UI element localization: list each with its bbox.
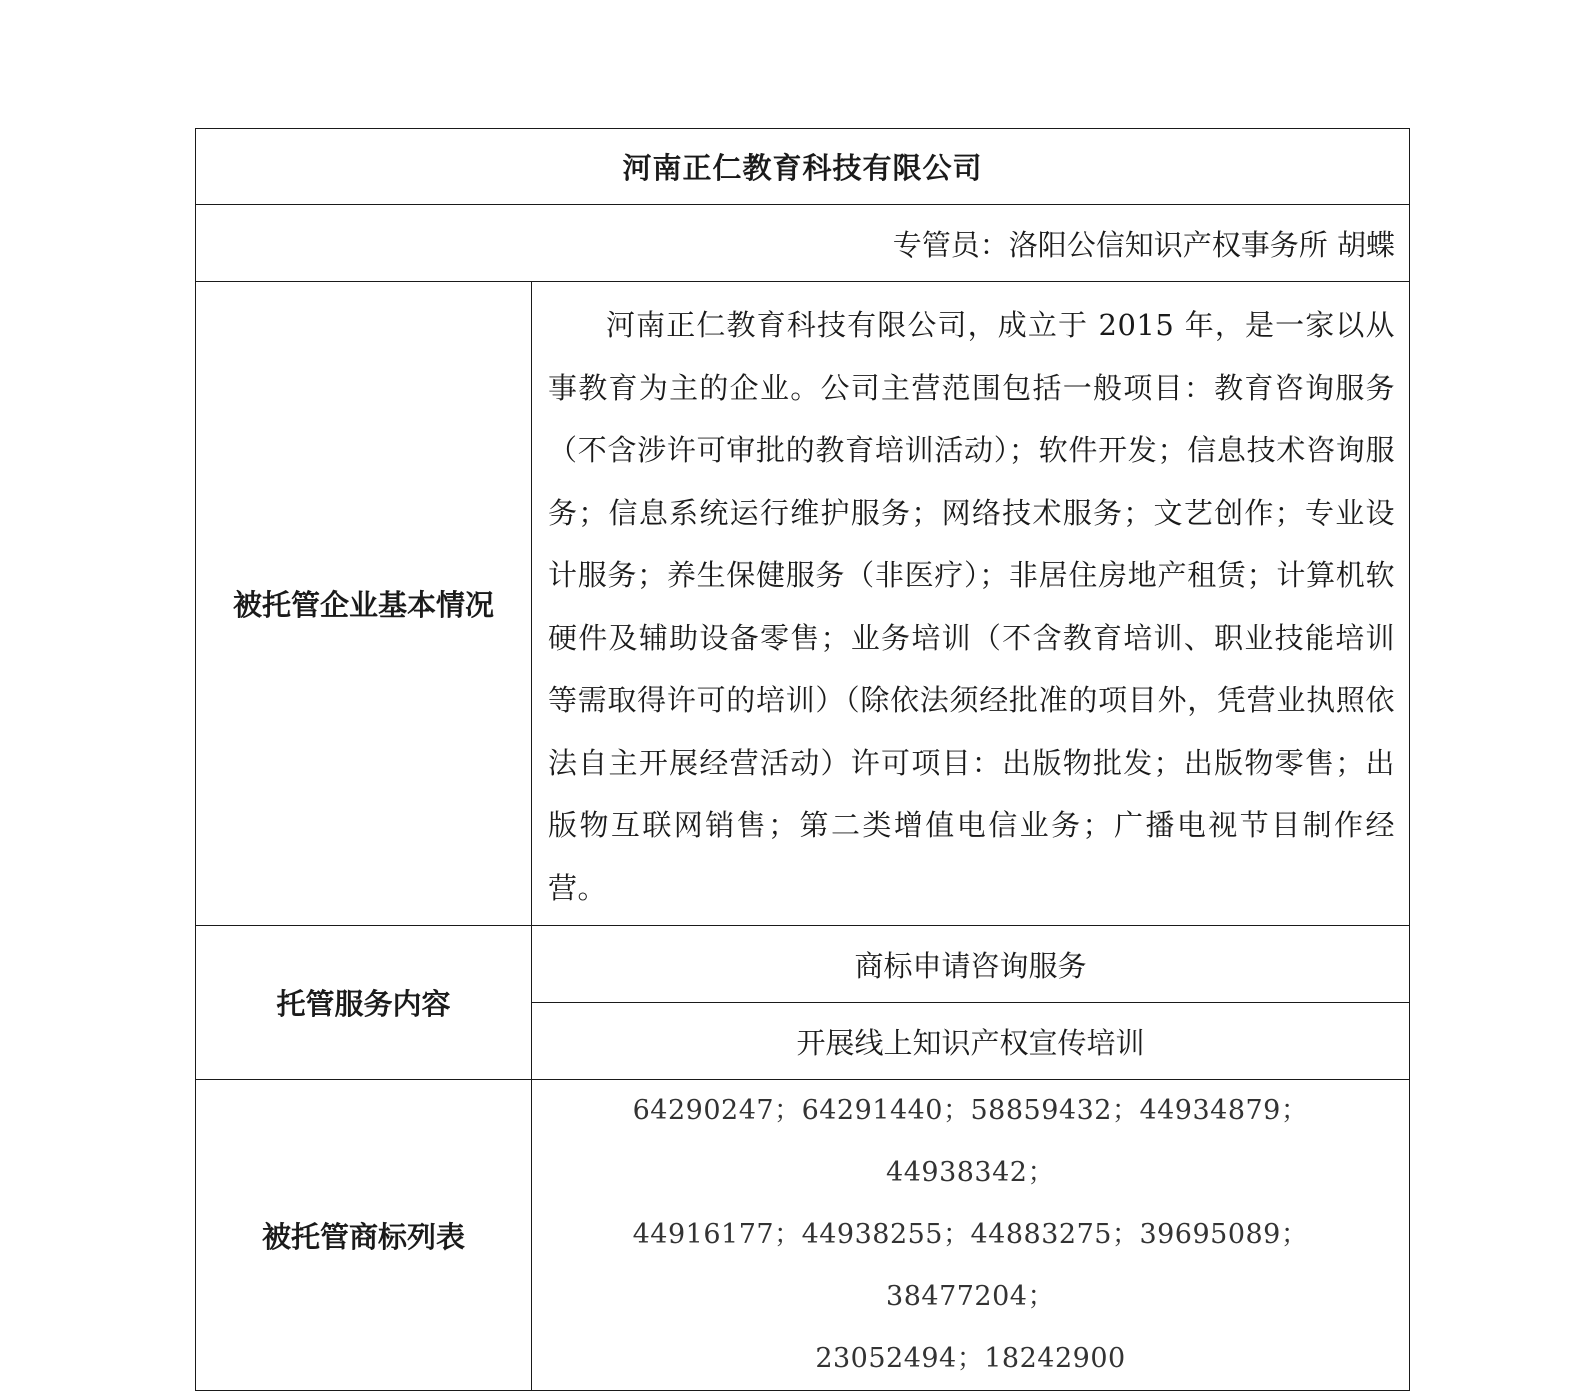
trademark-number: 64291440； [801, 1095, 971, 1126]
basic-info-text: 河南正仁教育科技有限公司，成立于 2015 年，是一家以从事教育为主的企业。公司主营范围包括一般项目：教育咨询服务（不含涉许可审批的教育培训活动）；软件开发；信息技术咨询服务；信息系统运行维护服务；网络技术服务；文艺创作；专业设计服务；养生保健服务（非医疗）；非居住房地产租赁；计算机软硬件及辅助设备零售；业务培训（不含教育培训、职业技能培训等需取得许可的培训）（除依法须经批准的项目外，凭营业执照依法自主开展经营活动）许可项目：出版物批发；出版物零售；出版物互联网销售；第二类增值电信业务；广播电视节目制作经营。 [548, 308, 1396, 905]
service-item: 商标申请咨询服务 [532, 926, 1410, 1003]
trademark-number: 44938255； [801, 1219, 971, 1250]
basic-info-cell [532, 282, 1410, 926]
trademarks-label: 被托管商标列表 [196, 1080, 532, 1391]
trademark-number: 44938342； [886, 1157, 1055, 1188]
trademark-number: 18242900 [984, 1343, 1126, 1374]
service-row-1 [196, 926, 1410, 1003]
trademark-number: 38477204； [886, 1281, 1055, 1312]
trademark-list [532, 1080, 1409, 1390]
service-item: 开展线上知识产权宣传培训 [532, 1003, 1410, 1080]
basic-info-label: 被托管企业基本情况 [196, 282, 532, 926]
basic-info-row [196, 282, 1410, 926]
services-label: 托管服务内容 [196, 926, 532, 1080]
company-title: 河南正仁教育科技有限公司 [196, 129, 1410, 205]
trademark-number: 64290247； [632, 1095, 802, 1126]
trademark-number: 39695089； [1139, 1219, 1309, 1250]
company-info-table [195, 128, 1410, 1391]
trademark-number: 23052494； [815, 1343, 985, 1374]
trademark-number: 44883275； [970, 1219, 1140, 1250]
trademark-list-cell [532, 1080, 1410, 1391]
trademark-number: 58859432； [970, 1095, 1140, 1126]
manager-info: 专管员：洛阳公信知识产权事务所 胡蝶 [196, 205, 1410, 282]
manager-row [196, 205, 1410, 282]
trademark-number: 44934879； [1139, 1095, 1309, 1126]
trademark-number: 44916177； [632, 1219, 802, 1250]
title-row [196, 129, 1410, 205]
trademark-row [196, 1080, 1410, 1391]
